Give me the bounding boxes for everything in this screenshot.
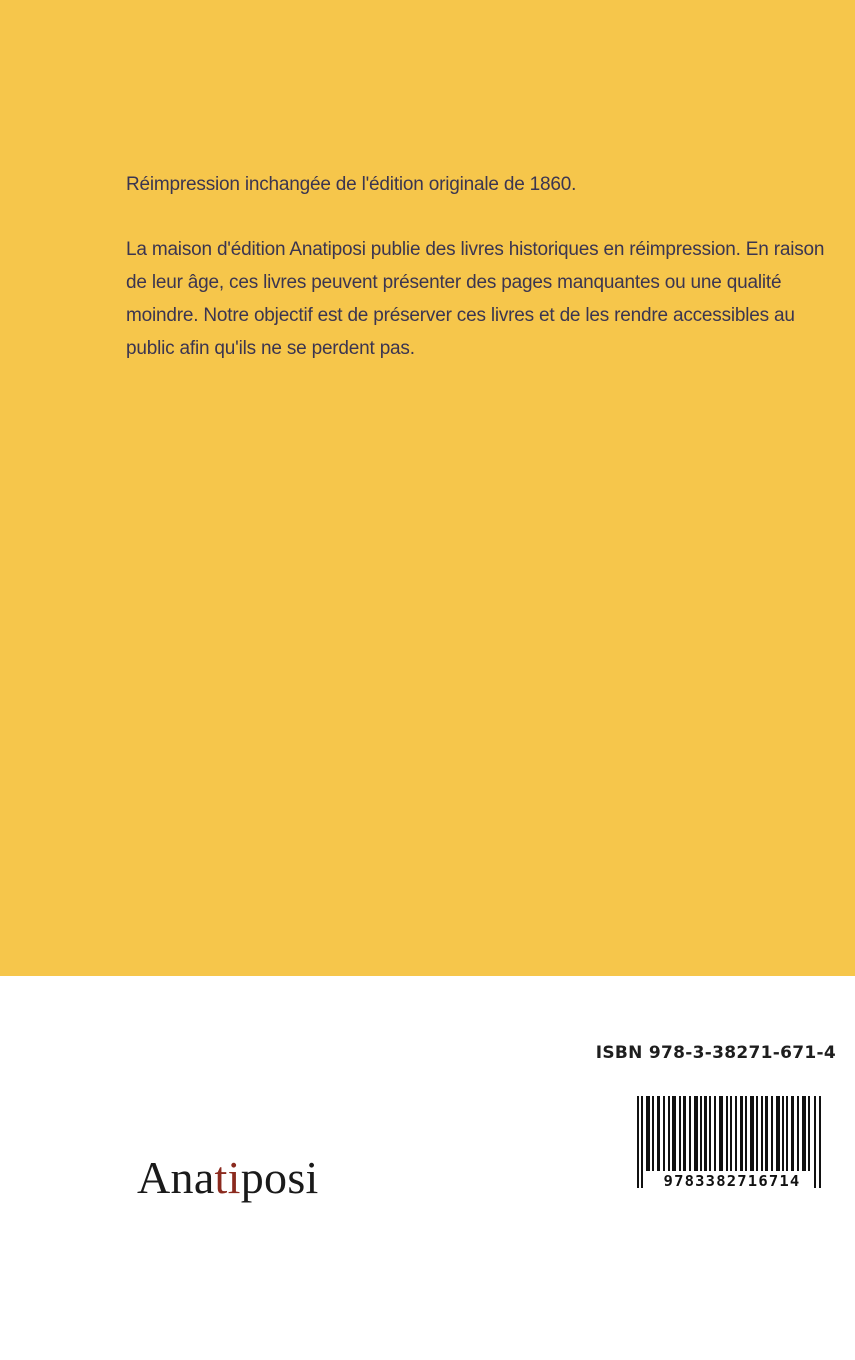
barcode-digits: 9783382716714 bbox=[652, 1171, 812, 1191]
isbn-label: ISBN 978-3-38271-671-4 bbox=[595, 1043, 836, 1063]
publisher-logo bbox=[137, 1150, 319, 1206]
logo-text-accent: ti bbox=[214, 1152, 241, 1203]
reprint-notice: Réimpression inchangée de l'édition originale de 1860. bbox=[126, 174, 577, 195]
publisher-description: La maison d'édition Anatiposi publie des livres historiques en réimpression. En raison de leur âge, ces livres peuvent présenter des pages manquantes ou une qualité moindre. Notre objectif est de préserver ces livres et de les rendre accessibles au public afin qu'ils ne se perdent pas. bbox=[126, 239, 825, 359]
logo-text-part2: posi bbox=[240, 1152, 319, 1203]
logo-text-part1: Ana bbox=[137, 1152, 215, 1203]
